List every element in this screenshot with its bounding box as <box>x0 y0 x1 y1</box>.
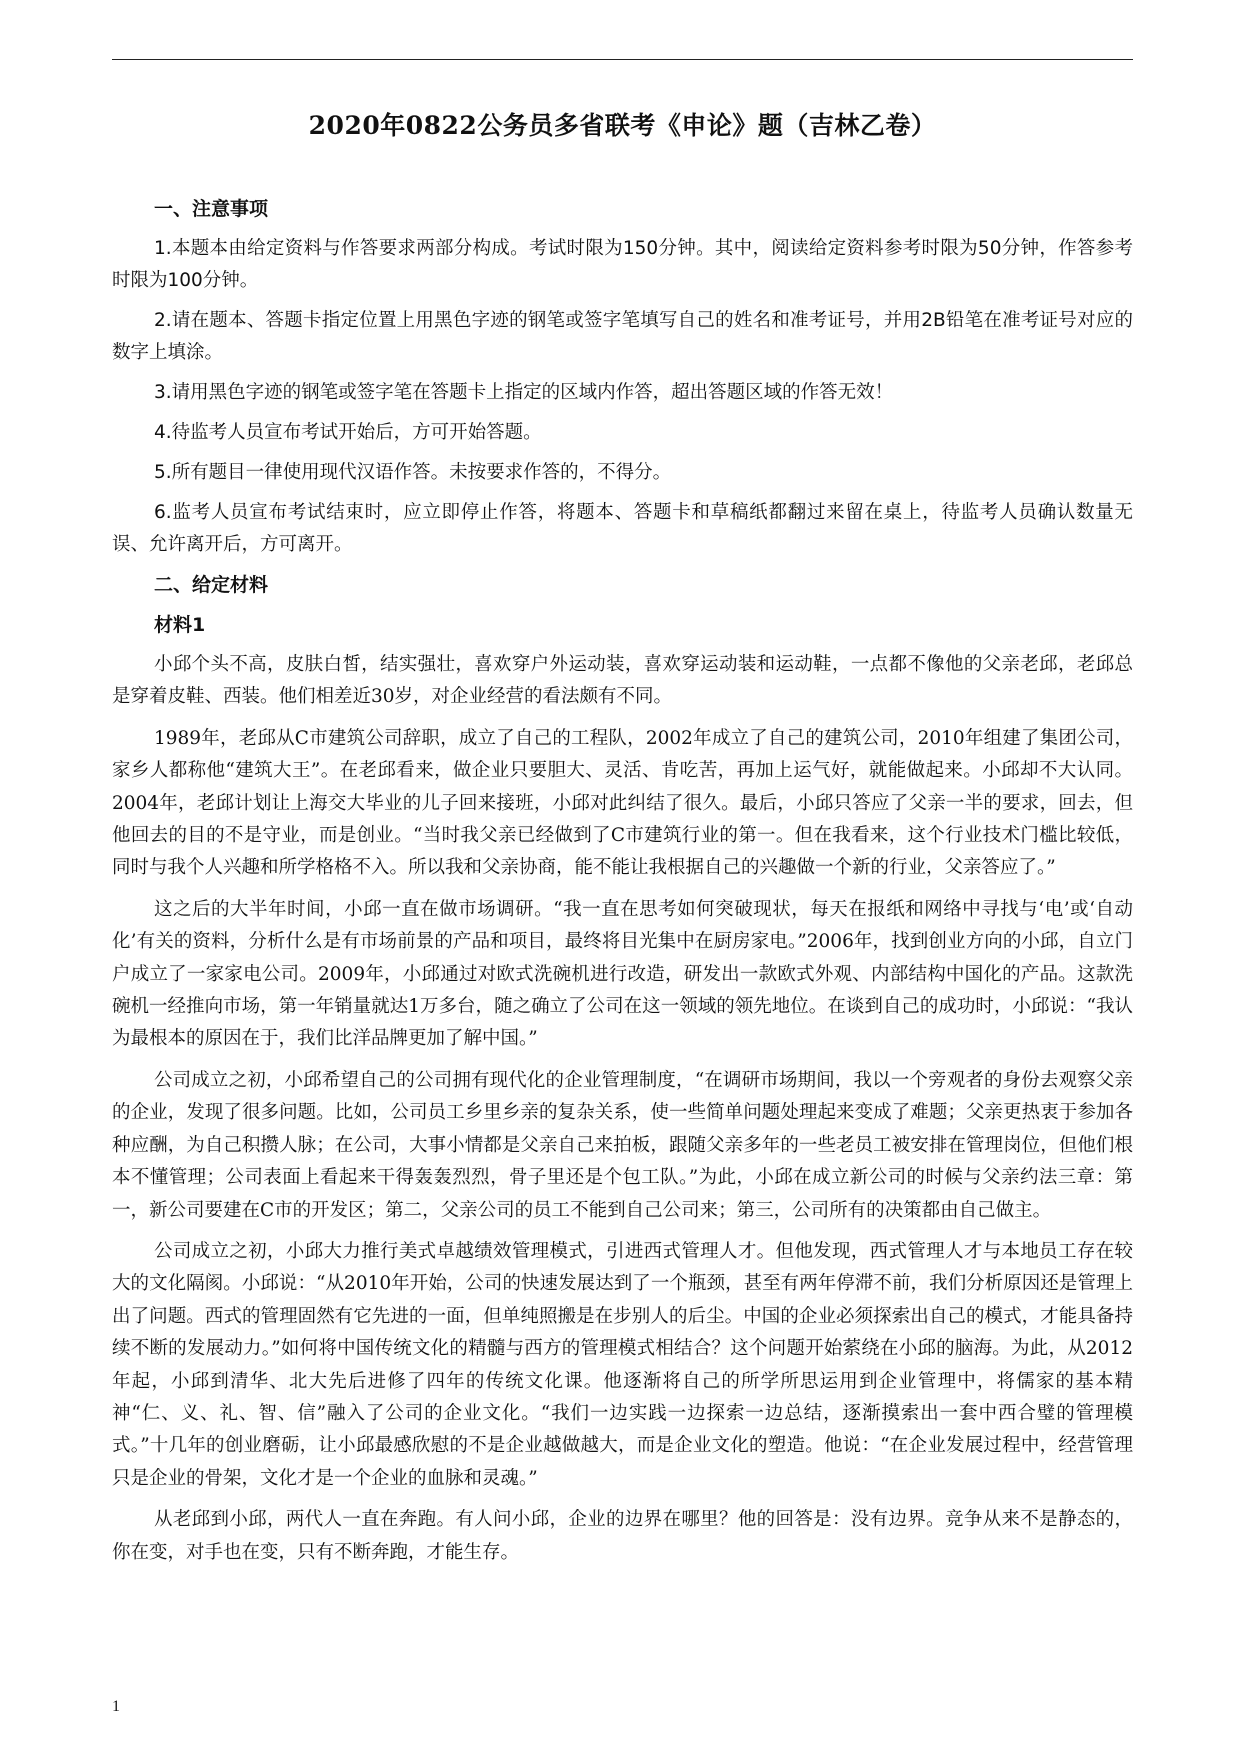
material-paragraph: 小邱个头不高，皮肤白皙，结实强壮，喜欢穿户外运动装，喜欢穿运动装和运动鞋，一点都不像他的父亲老邱，老邱总是穿着皮鞋、西装。他们相差近30岁，对企业经营的看法颇有不同。 <box>112 654 1133 708</box>
page-title: 2020年0822公务员多省联考《申论》题（吉林乙卷） <box>308 111 937 140</box>
notice-section-heading: 一、注意事项 <box>154 198 269 220</box>
materials-section-heading: 二、给定材料 <box>154 574 269 596</box>
document-body <box>112 193 1133 1578</box>
notice-item: 3.请用黑色字迹的钢笔或签字笔在答题卡上指定的区域内作答，超出答题区域的作答无效！ <box>154 382 894 403</box>
header-rule <box>112 59 1133 60</box>
material-paragraph: 公司成立之初，小邱希望自己的公司拥有现代化的企业管理制度，“在调研市场期间，我以一个旁观者的身份去观察父亲的企业，发现了很多问题。比如，公司员工乡里乡亲的复杂关系，使一些简单问题处理起来变成了难题；父亲更热衷于参加各种应酬，为自己积攒人脉；在公司，大事小情都是父亲自己来拍板，跟随父亲多年的一些老员工被安排在管理岗位，但他们根本不懂管理；公司表面上看起来干得轰轰烈烈，骨子里还是个包工队。”为此，小邱在成立新公司的时候与父亲约法三章：第一，新公司要建在C市的开发区；第二，父亲公司的员工不能到自己公司来；第三，公司所有的决策都由自己做主。 <box>112 1069 1133 1221</box>
material-paragraph: 这之后的大半年时间，小邱一直在做市场调研。“我一直在思考如何突破现状，每天在报纸和网络中寻找与‘电’或‘自动化’有关的资料，分析什么是有市场前景的产品和项目，最终将目光集中在厨房家电。”2006年，找到创业方向的小邱，自立门户成立了一家家电公司。2009年，小邱通过对欧式洗碗机进行改造，研发出一款欧式外观、内部结构中国化的产品。这款洗碗机一经推向市场，第一年销量就达1万多台，随之确立了公司在这一领域的领先地位。在谈到自己的成功时，小邱说：“我认为最根本的原因在于，我们比洋品牌更加了解中国。” <box>112 898 1133 1050</box>
notice-item: 6.监考人员宣布考试结束时，应立即停止作答，将题本、答题卡和草稿纸都翻过来留在桌上，待监考人员确认数量无误、允许离开后，方可离开。 <box>112 502 1133 555</box>
material-paragraph: 从老邱到小邱，两代人一直在奔跑。有人问小邱，企业的边界在哪里？他的回答是：没有边界。竞争从来不是静态的，你在变，对手也在变，只有不断奔跑，才能生存。 <box>112 1509 1133 1563</box>
notice-item: 1.本题本由给定资料与作答要求两部分构成。考试时限为150分钟。其中，阅读给定资料参考时限为50分钟，作答参考时限为100分钟。 <box>112 238 1133 291</box>
material-paragraph: 1989年，老邱从C市建筑公司辞职，成立了自己的工程队，2002年成立了自己的建筑公司，2010年组建了集团公司，家乡人都称他“建筑大王”。在老邱看来，做企业只要胆大、灵活、肯吃苦，再加上运气好，就能做起来。小邱却不大认同。2004年，老邱计划让上海交大毕业的儿子回来接班，小邱对此纠结了很久。最后，小邱只答应了父亲一半的要求，回去，但他回去的目的不是守业，而是创业。“当时我父亲已经做到了C市建筑行业的第一。但在我看来，这个行业技术门槛比较低，同时与我个人兴趣和所学格格不入。所以我和父亲协商，能不能让我根据自己的兴趣做一个新的行业，父亲答应了。” <box>112 727 1133 879</box>
material-1-heading: 材料1 <box>154 614 206 636</box>
notice-item: 4.待监考人员宣布考试开始后，方可开始答题。 <box>154 422 542 443</box>
page-number: 1 <box>112 1698 120 1715</box>
material-paragraph: 公司成立之初，小邱大力推行美式卓越绩效管理模式，引进西式管理人才。但他发现，西式管理人才与本地员工存在较大的文化隔阂。小邱说：“从2010年开始，公司的快速发展达到了一个瓶颈，甚至有两年停滞不前，我们分析原因还是管理上出了问题。西式的管理固然有它先进的一面，但单纯照搬是在步别人的后尘。中国的企业必须探索出自己的模式，才能具备持续不断的发展动力。”如何将中国传统文化的精髓与西方的管理模式相结合？这个问题开始萦绕在小邱的脑海。为此，从2012年起，小邱到清华、北大先后进修了四年的传统文化课。他逐渐将自己的所学所思运用到企业管理中，将儒家的基本精神“仁、义、礼、智、信”融入了公司的企业文化。“我们一边实践一边探索一边总结，逐渐摸索出一套中西合璧的管理模式。”十几年的创业磨砺，让小邱最感欣慰的不是企业越做越大，而是企业文化的塑造。他说：“在企业发展过程中，经营管理只是企业的骨架，文化才是一个企业的血脉和灵魂。” <box>112 1240 1133 1489</box>
notice-item: 2.请在题本、答题卡指定位置上用黑色字迹的钢笔或签字笔填写自己的姓名和准考证号，并用2B铅笔在准考证号对应的数字上填涂。 <box>112 310 1133 363</box>
notice-item: 5.所有题目一律使用现代汉语作答。未按要求作答的，不得分。 <box>154 462 672 483</box>
